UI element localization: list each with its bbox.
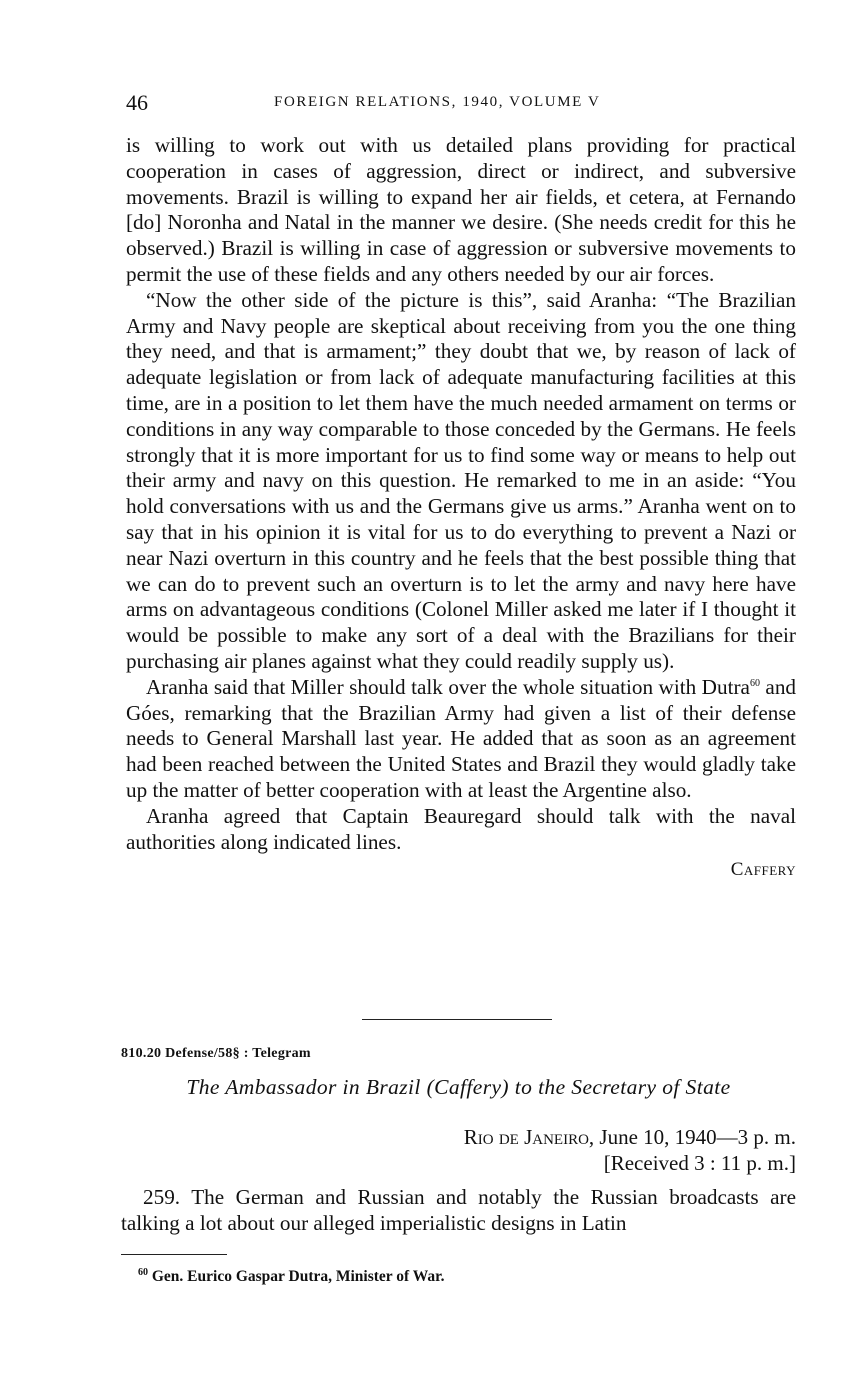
date-time: , June 10, 1940—3 p. m. (588, 1125, 796, 1149)
section-divider (362, 1019, 552, 1020)
page-number: 46 (126, 90, 148, 115)
place-date-line (464, 1124, 796, 1150)
paragraph-3-part-1: Aranha said that Miller should talk over the whole situation with Dutra (146, 674, 750, 699)
paragraph-3 (126, 675, 796, 804)
continuation-text (126, 133, 796, 883)
footnote-number: 60 (138, 1266, 148, 1278)
paragraph-4: Aranha agreed that Captain Beauregard should talk with the naval authorities along indicated lines. (126, 803, 796, 854)
paragraph-1: is willing to work out with us detailed plans providing for practical cooperation in cases of aggression, direct or indirect, and subversive movements. Brazil is willing to expand her air fields, et cetera, at Fernando [do] Noronha and Natal in the manner we desire. (She needs credit for this he observed.) Brazil is willing in case of aggression or subversive movements to permit the use of these fields and any others needed by our air forces. (126, 133, 796, 286)
document-title: The Ambassador in Brazil (Caffery) to the Secretary of State (186, 1075, 731, 1099)
telegram-text (121, 1184, 796, 1236)
running-head: FOREIGN RELATIONS, 1940, VOLUME V (274, 94, 601, 110)
paragraph-3-part-2: and Góes, remarking that the Brazilian Army had given a list of their defense needs to General Marshall last year. He added that as soon as an agreement had been reached between the United States and Brazil they would gladly take up the matter of better cooperation with at least the Argentine also. (126, 674, 797, 802)
file-reference: 810.20 Defense/58§ : Telegram (121, 1046, 311, 1061)
received-line: [Received 3 : 11 p. m.] (603, 1151, 796, 1175)
footnote-rule (121, 1254, 227, 1255)
dateline (464, 1124, 796, 1176)
footnote-text: Gen. Eurico Gaspar Dutra, Minister of War. (148, 1268, 445, 1285)
paragraph-2: “Now the other side of the picture is this”, said Aranha: “The Brazilian Army and Navy people are skeptical about receiving from you the one thing they need, and that is armament;” they doubt that we, by reason of lack of adequate legislation or from lack of adequate manufacturing facilities at this time, are in a position to let them have the much needed armament on terms or conditions in any way comparable to those conceded by the Germans. He feels strongly that it is more important for us to find some way or means to help out their army and navy on this question. He remarked to me in an aside: “You hold conversations with us and the Germans give us arms.” Aranha went on to say that in his opinion it is vital for us to do everything to prevent a Nazi or near Nazi overturn in this country and he feels that the best possible thing that we can do to prevent such an overturn is to let the army and navy here have arms on advantageous conditions (Colonel Miller asked me later if I thought it would be possible to make any sort of a deal with the Brazilians for their purchasing air planes against what they could readily supply us). (126, 287, 796, 673)
footnote-reference: 60 (749, 677, 760, 689)
telegram-opening: 259. The German and Russian and notably the Russian broadcasts are talking a lot about our alleged imperialistic designs in Latin (121, 1185, 796, 1235)
place: Rio de Janeiro (463, 1125, 589, 1149)
footnote (138, 1268, 445, 1286)
page-header (126, 90, 796, 120)
signature: Caffery (730, 859, 796, 881)
